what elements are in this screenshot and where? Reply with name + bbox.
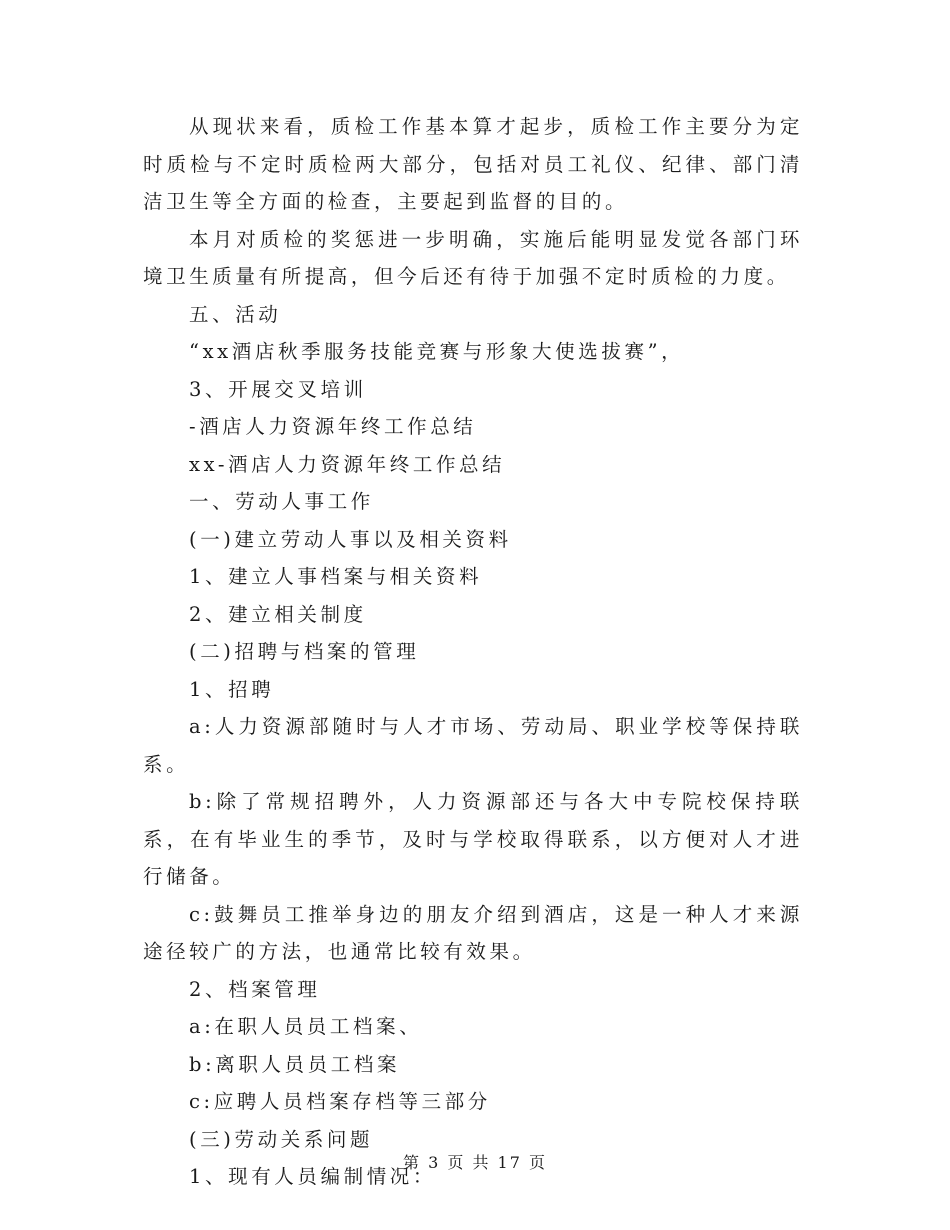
paragraph-quality-reward: 本月对质检的奖惩进一步明确，实施后能明显发觉各部门环境卫生质量有所提高，但今后还有待于加强不定时质检的力度。	[143, 227, 803, 288]
item-file-a: a:在职人员员工档案、	[189, 1015, 423, 1038]
item-establish-rules: 2、建立相关制度	[189, 602, 367, 626]
heading-recruitment-files: (二)招聘与档案的管理	[189, 640, 420, 663]
heading-activities: 五、活动	[189, 302, 282, 326]
item-recruitment-a: a:人力资源部随时与人才市场、劳动局、职业学校等保持联系。	[143, 715, 803, 776]
item-file-b: b:离职人员员工档案	[189, 1052, 401, 1076]
heading-labor-personnel: 一、劳动人事工作	[189, 490, 374, 513]
item-staffing-status: 1、现有人员编制情况：	[189, 1165, 437, 1188]
item-recruitment-b: b:除了常规招聘外，人力资源部还与各大中专院校保持联系，在有毕业生的季节，及时与学校取得联系，以方便对人才进行储备。	[143, 790, 803, 888]
heading-labor-relations: (三)劳动关系问题	[189, 1127, 374, 1151]
item-file-c: c:应聘人员档案存档等三部分	[189, 1090, 491, 1113]
document-body	[143, 108, 803, 1196]
page-number-footer: 第 3 页 共 17 页	[403, 1153, 547, 1172]
paragraph-competition: “xx酒店秋季服务技能竞赛与形象大使选拔赛”，	[189, 340, 685, 363]
heading-cross-training: 3、开展交叉培训	[189, 377, 367, 401]
heading-establish-records: (一)建立劳动人事以及相关资料	[189, 527, 512, 551]
item-file-management: 2、档案管理	[189, 977, 321, 1001]
paragraph-summary-title-2: xx-酒店人力资源年终工作总结	[189, 452, 506, 476]
item-personnel-files: 1、建立人事档案与相关资料	[189, 565, 483, 588]
item-recruitment: 1、招聘	[189, 677, 275, 701]
item-recruitment-c: c:鼓舞员工推举身边的朋友介绍到酒店，这是一种人才来源途径较广的方法，也通常比较有效果。	[143, 902, 803, 963]
paragraph-quality-status: 从现状来看，质检工作基本算才起步，质检工作主要分为定时质检与不定时质检两大部分，包括对员工礼仪、纪律、部门清洁卫生等全方面的检查，主要起到监督的目的。	[143, 115, 803, 213]
paragraph-summary-title-1: -酒店人力资源年终工作总结	[189, 415, 477, 438]
